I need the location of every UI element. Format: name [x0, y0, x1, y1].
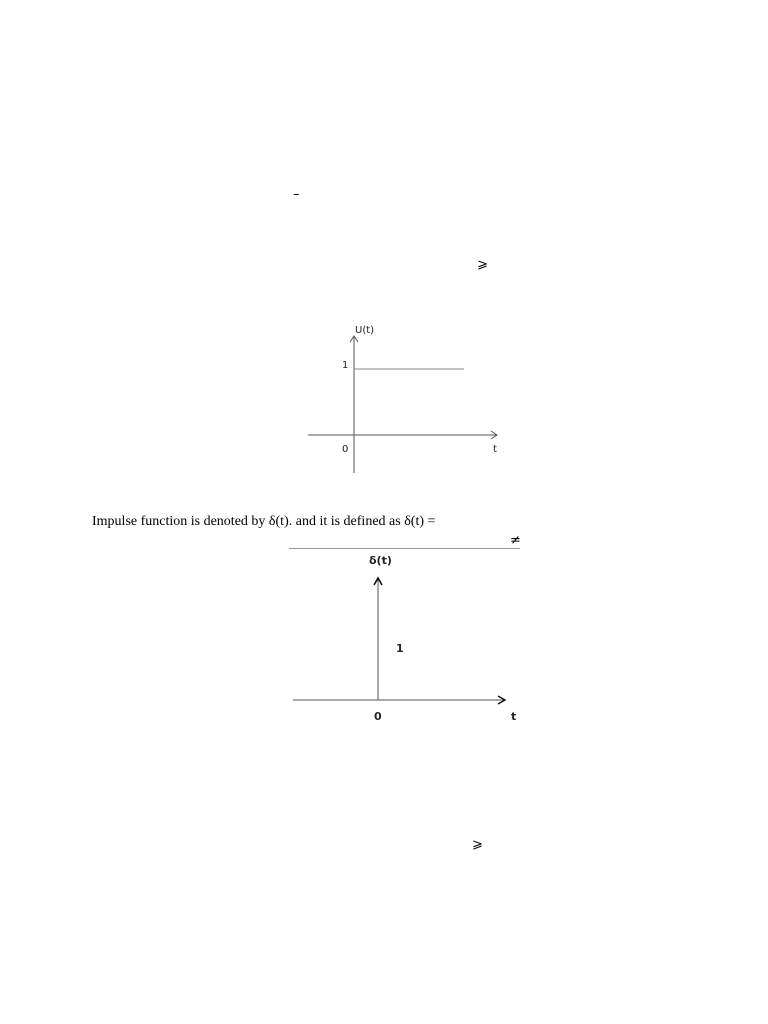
dash-symbol: –: [293, 187, 300, 202]
impulse-x-axis-label: t: [511, 710, 517, 723]
impulse-definition-text: Impulse function is denoted by δ(t). and it is defined as δ(t) =: [92, 514, 436, 529]
step-y-axis-label: U(t): [355, 325, 375, 336]
greater-equal-symbol-bottom: ⩾: [472, 837, 483, 852]
impulse-origin-label: 0: [374, 710, 382, 723]
not-equal-symbol: ≠: [510, 533, 521, 548]
unit-step-figure: [300, 318, 505, 478]
greater-equal-symbol: ⩾: [477, 257, 488, 272]
step-origin-label: 0: [342, 444, 349, 455]
impulse-y-axis-label: δ(t): [369, 554, 392, 567]
impulse-figure: [288, 550, 523, 725]
step-x-axis-label: t: [493, 444, 497, 455]
step-level-label: 1: [342, 360, 349, 371]
divider-line: [289, 548, 520, 549]
impulse-amplitude-label: 1: [396, 642, 404, 655]
